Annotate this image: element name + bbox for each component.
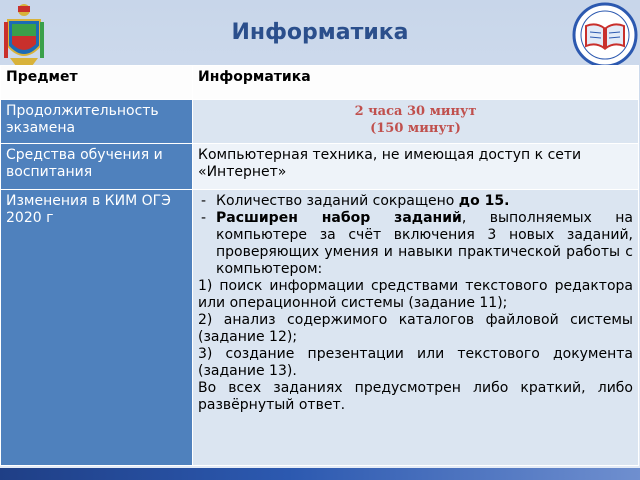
- row-value-subject: Информатика: [193, 66, 639, 100]
- book-emblem-icon: [572, 2, 638, 68]
- duration-minutes: (150 минут): [370, 121, 461, 136]
- bullet-bold: Расширен набор заданий: [216, 210, 462, 226]
- answer-note: Во всех заданиях предусмотрен либо краткий, либо развёрнутый ответ.: [198, 380, 633, 413]
- row-label-duration: Продолжительность экзамена: [1, 100, 193, 144]
- bullet-text: , выполняемых на компьютере за счёт включения 3 новых заданий, проверяющих умения и навыки практической работы с компьютером:: [216, 210, 633, 277]
- bottom-bar: [0, 468, 640, 480]
- table-row: [1, 100, 639, 144]
- list-item: [216, 193, 633, 210]
- list-item: 2) анализ содержимого каталогов файловой системы (задание 12);: [198, 312, 633, 345]
- list-item: [216, 210, 633, 278]
- bullet-bold: до 15.: [458, 193, 510, 209]
- row-value-tools: Компьютерная техника, не имеющая доступ к сети «Интернет»: [193, 144, 639, 190]
- row-value-duration: [193, 100, 639, 144]
- changes-list: [198, 193, 633, 278]
- duration-hours: 2 часа 30 минут: [354, 104, 477, 119]
- table-row: [1, 190, 639, 466]
- row-value-changes: [193, 190, 639, 466]
- row-label-changes: Изменения в КИМ ОГЭ 2020 г: [1, 190, 193, 466]
- table-row: [1, 144, 639, 190]
- page-title: Информатика: [231, 20, 409, 45]
- info-table: [0, 65, 639, 466]
- coat-of-arms-icon: [2, 2, 46, 68]
- list-item: 3) создание презентации или текстового документа (задание 13).: [198, 346, 633, 379]
- table-row: [1, 66, 639, 100]
- list-item: 1) поиск информации средствами текстового редактора или операционной системы (задание 11);: [198, 278, 633, 311]
- row-label-subject: Предмет: [1, 66, 193, 100]
- bullet-text: Количество заданий сокращено: [216, 193, 459, 209]
- row-label-tools: Средства обучения и воспитания: [1, 144, 193, 190]
